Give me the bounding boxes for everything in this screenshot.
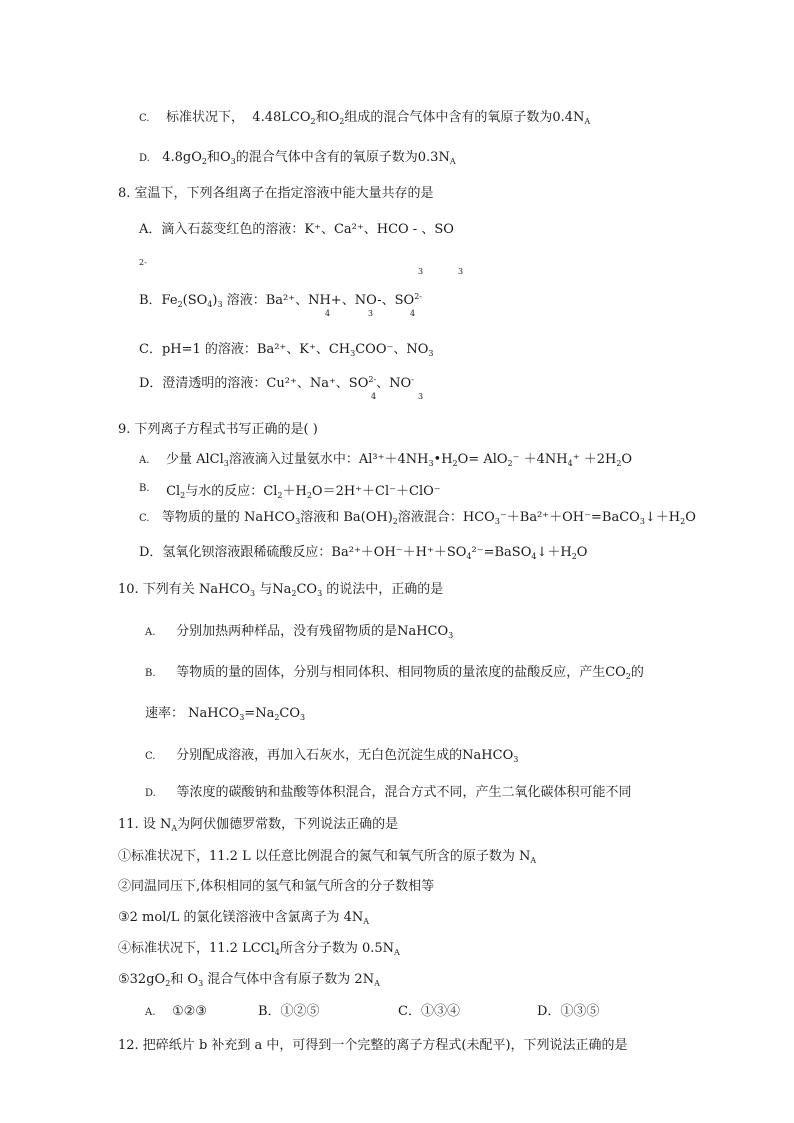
sub: A xyxy=(449,157,456,166)
sub: 2 xyxy=(616,459,622,468)
text: (SO xyxy=(182,293,208,308)
sub: 3 xyxy=(428,459,434,468)
option-letter: B. xyxy=(145,668,156,679)
q11-item-1 xyxy=(118,849,536,865)
text: 速率： NaHCO xyxy=(145,706,240,721)
text: COO⁻、NO xyxy=(355,342,429,357)
sub: 3 xyxy=(494,517,500,526)
text: 的说法中，正确的是 xyxy=(322,582,444,597)
sub: 2 xyxy=(310,117,316,126)
sub: 2 xyxy=(339,117,345,126)
option-letter: A. xyxy=(145,627,156,638)
text: ²⁻=BaSO xyxy=(471,545,532,560)
text: 4.8gO xyxy=(162,150,202,165)
text: 等物质的量的 NaHCO xyxy=(161,510,296,525)
text: 分别加热两种样品，没有残留物质的是NaHCO xyxy=(176,624,449,639)
text: ⁺ ＋2H xyxy=(572,452,617,467)
sub: 4 xyxy=(274,948,280,957)
q11-option-a xyxy=(145,1004,207,1021)
text: O xyxy=(621,452,633,467)
q11-item-3 xyxy=(118,910,369,926)
q8-d-subscript-1: 4 xyxy=(371,392,377,401)
sub: 2 xyxy=(680,517,686,526)
sub: 2 xyxy=(201,157,207,166)
text: 与Na xyxy=(255,582,292,597)
sub: 2 xyxy=(291,589,297,598)
sub: 3 xyxy=(250,589,256,598)
text: 、NO xyxy=(341,293,378,308)
text: 与水的反应：Cl xyxy=(185,484,278,499)
sub: 2 xyxy=(165,979,171,988)
text: Cl xyxy=(166,484,181,499)
text: D．氢氧化钡溶液跟稀硫酸反应：Ba²⁺＋OH⁻＋H⁺＋SO xyxy=(139,545,467,560)
text: 溶液和 Ba(OH) xyxy=(300,510,393,525)
text: B．Fe xyxy=(139,293,178,308)
sub: A xyxy=(394,948,400,957)
text: 4.48LCO xyxy=(252,110,311,125)
text: ⑤32gO xyxy=(118,972,166,987)
text: 混合气体中含有原子数为 2N xyxy=(203,972,375,987)
sup: - xyxy=(411,375,414,384)
text: 分别配成溶液，再加入石灰水，无白色沉淀生成的NaHCO xyxy=(176,748,514,763)
text: 少量 AlCl xyxy=(165,452,224,467)
q8-a-subscript-1: 3 xyxy=(418,267,424,276)
q9-option-c xyxy=(139,510,696,527)
sub: 2 xyxy=(571,552,577,561)
q10-option-a xyxy=(145,624,453,641)
sub: 3 xyxy=(317,589,323,598)
text: 、NO xyxy=(376,376,412,391)
q9-option-b xyxy=(139,481,441,500)
option-letter: A. xyxy=(139,455,150,466)
q9-stem: 9. 下列离子方程式书写正确的是( ) xyxy=(118,422,318,437)
sub: 4 xyxy=(207,300,213,309)
sub: 3 xyxy=(217,300,223,309)
text: 和O xyxy=(207,150,231,165)
sub: 2 xyxy=(180,491,186,500)
text: CO xyxy=(279,706,301,721)
text: 的混合气体中含有的氧原子数为0.3N xyxy=(235,150,450,165)
q11-item-2: ②同温同压下,体积相同的氢气和氩气所含的分子数相等 xyxy=(118,879,435,894)
sub: 3 xyxy=(198,979,204,988)
sub: 3 xyxy=(300,713,306,722)
text: 11. 设 N xyxy=(118,817,172,832)
sub: 4 xyxy=(531,552,537,561)
q8-b-subscript-1: 4 xyxy=(325,309,331,318)
option-letter: C. xyxy=(139,113,150,124)
text: 组成的混合气体中含有的氧原子数为0.4N xyxy=(344,110,585,125)
sub: 2 xyxy=(177,300,183,309)
sub: A xyxy=(374,979,380,988)
sub: A xyxy=(363,917,370,926)
sup: 2- xyxy=(368,375,377,384)
sub: 3 xyxy=(230,157,236,166)
q11-option-b: B．①②⑤ xyxy=(258,1004,320,1019)
text: 、SO xyxy=(381,293,415,308)
text: ①标准状况下，11.2 L 以任意比例混合的氮气和氧气所含的原子数为 N xyxy=(118,849,531,864)
sub: 2 xyxy=(452,459,458,468)
text: ↓＋H xyxy=(644,510,681,525)
text: 和O xyxy=(315,110,340,125)
q9-option-a xyxy=(139,452,632,469)
text: ④标准状况下，11.2 LCCl xyxy=(118,941,275,956)
text: O xyxy=(576,545,588,560)
text: O= AlO xyxy=(457,452,508,467)
text: - xyxy=(377,293,382,308)
text: 等浓度的碳酸钠和盐酸等体积混合，混合方式不同，产生二氧化碳体积可能不同 xyxy=(176,785,632,800)
sub: 3 xyxy=(295,517,301,526)
q8-d-subscript-2: 3 xyxy=(418,392,424,401)
option-letter: C. xyxy=(145,751,156,762)
q10-option-b-continued xyxy=(145,706,305,722)
q8-b-subscript-2: 3 xyxy=(368,309,374,318)
sub: 3 xyxy=(223,459,229,468)
option-letter: C. xyxy=(139,513,150,524)
sub: 3 xyxy=(448,631,454,640)
text: ③2 mol/L 的氯化镁溶液中含氯离子为 4N xyxy=(118,910,364,925)
q8-option-d xyxy=(139,376,414,392)
text: O＝2H⁺＋Cl⁻＋ClO⁻ xyxy=(311,484,441,499)
sub: 3 xyxy=(428,349,434,358)
sub: 2 xyxy=(392,517,398,526)
option-letter: D. xyxy=(145,788,156,799)
text: 溶液：Ba²⁺、NH xyxy=(222,293,331,308)
q11-item-5 xyxy=(118,972,380,988)
sub: 2 xyxy=(507,459,513,468)
text: 和 O xyxy=(170,972,199,987)
q7-option-d xyxy=(139,150,456,167)
text: 等物质的量的固体，分别与相同体积、相同物质的量浓度的盐酸反应，产生CO xyxy=(176,665,626,680)
sub: 2 xyxy=(306,491,312,500)
q8-a-subscript-2: 3 xyxy=(458,267,464,276)
q10-option-c xyxy=(145,748,518,765)
q10-option-d xyxy=(145,785,632,802)
q8-option-b xyxy=(139,293,422,309)
text: D．澄清透明的溶液：Cu²⁺、Na⁺、SO xyxy=(139,376,369,391)
text: 所含分子数为 0.5N xyxy=(279,941,395,956)
text: 溶液混合：HCO xyxy=(397,510,495,525)
q7-option-c xyxy=(139,110,590,127)
text: ①②③ xyxy=(171,1004,207,1019)
text: ↓＋H xyxy=(536,545,572,560)
text: 为阿伏伽德罗常数，下列说法正确的是 xyxy=(177,817,399,832)
sub: 2 xyxy=(274,713,280,722)
q11-stem xyxy=(118,817,398,833)
text: 标准状况下， xyxy=(166,110,245,125)
sub: A xyxy=(530,856,537,865)
sub: 4 xyxy=(567,459,573,468)
text: 的 xyxy=(630,665,644,680)
q10-option-b xyxy=(145,665,644,682)
option-letter: A. xyxy=(145,1007,156,1018)
q10-stem xyxy=(118,582,443,598)
q11-option-d: D．①③⑤ xyxy=(537,1004,600,1019)
text: 10. 下列有关 NaHCO xyxy=(118,582,251,597)
text: ＋H xyxy=(282,484,307,499)
text: ⁻＋Ba²⁺＋OH⁻=BaCO xyxy=(499,510,640,525)
sub: 2 xyxy=(277,491,283,500)
text: 溶液滴入过量氨水中：Al³⁺＋4NH xyxy=(228,452,429,467)
q9-option-d xyxy=(139,545,587,561)
text: O xyxy=(685,510,696,525)
text: ⁻ ＋4NH xyxy=(512,452,568,467)
option-letter: D. xyxy=(139,153,150,164)
text: CO xyxy=(296,582,318,597)
text: + xyxy=(330,293,342,308)
q11-option-c: C．①③④ xyxy=(398,1004,460,1019)
text: C．pH=1 的溶液：Ba²⁺、K⁺、CH xyxy=(139,342,351,357)
q12-stem: 12. 把碎纸片 b 补充到 a 中，可得到一个完整的离子方程式(未配平)，下列说法正确的是 xyxy=(118,1038,628,1053)
sub: 3 xyxy=(350,349,356,358)
sub: 3 xyxy=(239,713,245,722)
sub: 3 xyxy=(513,755,519,764)
q8-b-subscript-3: 4 xyxy=(410,309,416,318)
text: •H xyxy=(433,452,453,467)
option-letter: B. xyxy=(139,483,150,494)
sub: A xyxy=(171,824,178,833)
q8-a-fragment: 2- xyxy=(139,258,147,267)
sub: 4 xyxy=(466,552,472,561)
text: ) xyxy=(212,293,218,308)
q8-option-a: A．滴入石蕊变红色的溶液：K⁺、Ca²⁺、HCO - 、SO xyxy=(139,222,454,237)
sub: 2 xyxy=(625,672,631,681)
q8-option-c xyxy=(139,342,434,358)
text: =Na xyxy=(244,706,275,721)
q11-item-4 xyxy=(118,941,400,957)
sub: A xyxy=(584,117,591,126)
q8-stem: 8. 室温下，下列各组离子在指定溶液中能大量共存的是 xyxy=(118,186,434,201)
sup: 2- xyxy=(414,292,422,301)
sub: 3 xyxy=(639,517,645,526)
